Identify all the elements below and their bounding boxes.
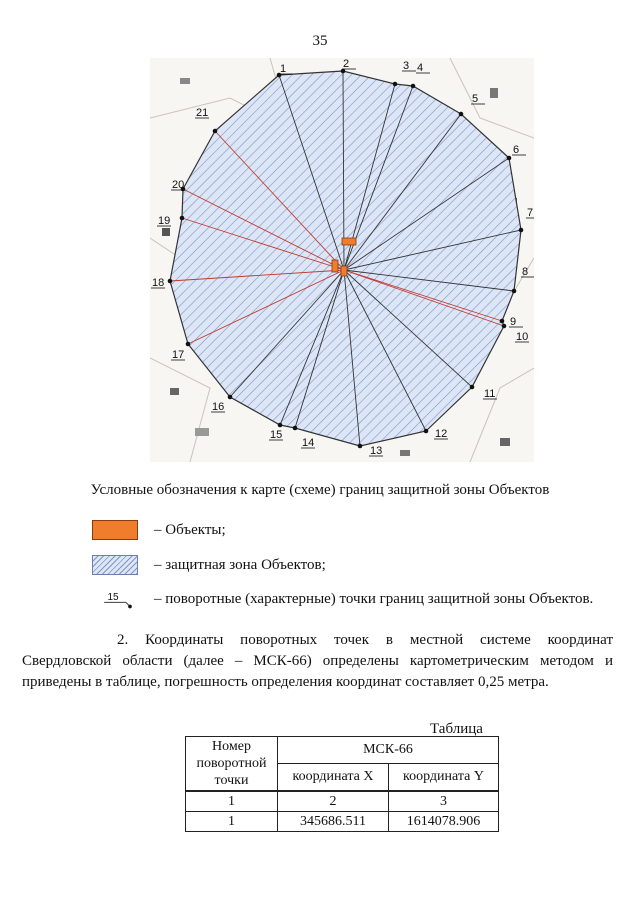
map-svg	[150, 58, 534, 462]
turning-point-marker	[358, 444, 363, 449]
turning-point-label: 8	[522, 266, 529, 278]
turning-point-marker	[278, 423, 283, 428]
zone-swatch	[92, 555, 138, 575]
turning-point-label: 20	[172, 179, 185, 191]
turning-point-marker	[507, 156, 512, 161]
turning-point-marker	[228, 395, 233, 400]
legend-item-point	[92, 587, 593, 611]
object-3	[341, 266, 347, 276]
header-coord-x: координата X	[278, 763, 389, 791]
turning-point-marker	[512, 289, 517, 294]
index-cell: 3	[389, 791, 499, 812]
paragraph-body: Свердловской области (далее – МСК-66) определены картометрическим методом и приведены в таблице, погрешность определения координат составляет 0,25 метра.	[22, 653, 613, 690]
turning-point-label: 16	[212, 401, 225, 413]
table-header-row	[186, 737, 499, 764]
turning-point-label: 15	[270, 429, 283, 441]
paragraph-first-line: 2. Координаты поворотных точек в местной системе координат	[117, 632, 613, 648]
turning-point-label: 13	[370, 445, 383, 457]
turning-point-marker	[424, 429, 429, 434]
legend-item-zone	[92, 553, 326, 577]
turning-point-marker	[293, 426, 298, 431]
turning-point-marker	[519, 228, 524, 233]
header-coord-y: координата Y	[389, 763, 499, 791]
legend-item-objects	[92, 518, 226, 542]
turning-point-label: 14	[302, 437, 315, 449]
turning-point-marker	[168, 279, 173, 284]
turning-point-label: 9	[510, 316, 517, 328]
index-cell: 1	[186, 791, 278, 812]
turning-point-marker	[459, 112, 464, 117]
turning-point-label: 12	[435, 428, 448, 440]
cell-y: 1614078.906	[389, 812, 499, 832]
legend-text-objects: – Объекты;	[154, 521, 226, 538]
object-2	[332, 260, 338, 272]
turning-point-label: 19	[158, 215, 171, 227]
turning-point-marker	[500, 319, 505, 324]
object-1	[342, 238, 356, 245]
turning-point-label: 6	[513, 144, 520, 156]
cell-x: 345686.511	[278, 812, 389, 832]
turning-point-marker	[411, 84, 416, 89]
header-point-number: Номер поворотной точки	[186, 737, 278, 792]
legend-caption: Условные обозначения к карте (схеме) границ защитной зоны Объектов	[90, 482, 550, 498]
turning-point-marker	[213, 129, 218, 134]
protection-zone-map	[150, 58, 534, 462]
turning-point-label: 17	[172, 349, 185, 361]
legend-text-point: – поворотные (характерные) точки границ защитной зоны Объектов.	[154, 590, 594, 607]
legend-text-zone: – защитная зона Объектов;	[154, 556, 326, 573]
table-row	[186, 812, 499, 832]
turning-point-label: 4	[417, 62, 424, 74]
table-title: Таблица	[430, 721, 483, 737]
turning-point-label: 21	[196, 107, 209, 119]
turning-point-label: 2	[343, 58, 350, 70]
page-number: 35	[312, 33, 328, 49]
index-cell: 2	[278, 791, 389, 812]
objects-swatch	[92, 520, 138, 540]
turning-point-label: 11	[484, 388, 496, 400]
turning-point-label: 10	[516, 331, 529, 343]
cell-point: 1	[186, 812, 278, 832]
turning-point-label: 18	[152, 277, 165, 289]
header-msk66: МСК-66	[278, 737, 499, 764]
turning-point-marker	[180, 216, 185, 221]
turning-point-marker	[470, 385, 475, 390]
table-index-row	[186, 791, 499, 812]
turning-point-label: 1	[280, 63, 287, 75]
turning-point-marker	[393, 82, 398, 87]
turning-point-marker	[502, 324, 507, 329]
turning-point-marker	[186, 342, 191, 347]
turning-point-label: 7	[527, 207, 534, 219]
turning-point-label: 3	[403, 60, 410, 72]
point-symbol	[92, 589, 138, 609]
coordinates-table	[185, 736, 499, 832]
point-symbol-label: 15	[107, 591, 119, 603]
turning-point-label: 5	[472, 93, 479, 105]
